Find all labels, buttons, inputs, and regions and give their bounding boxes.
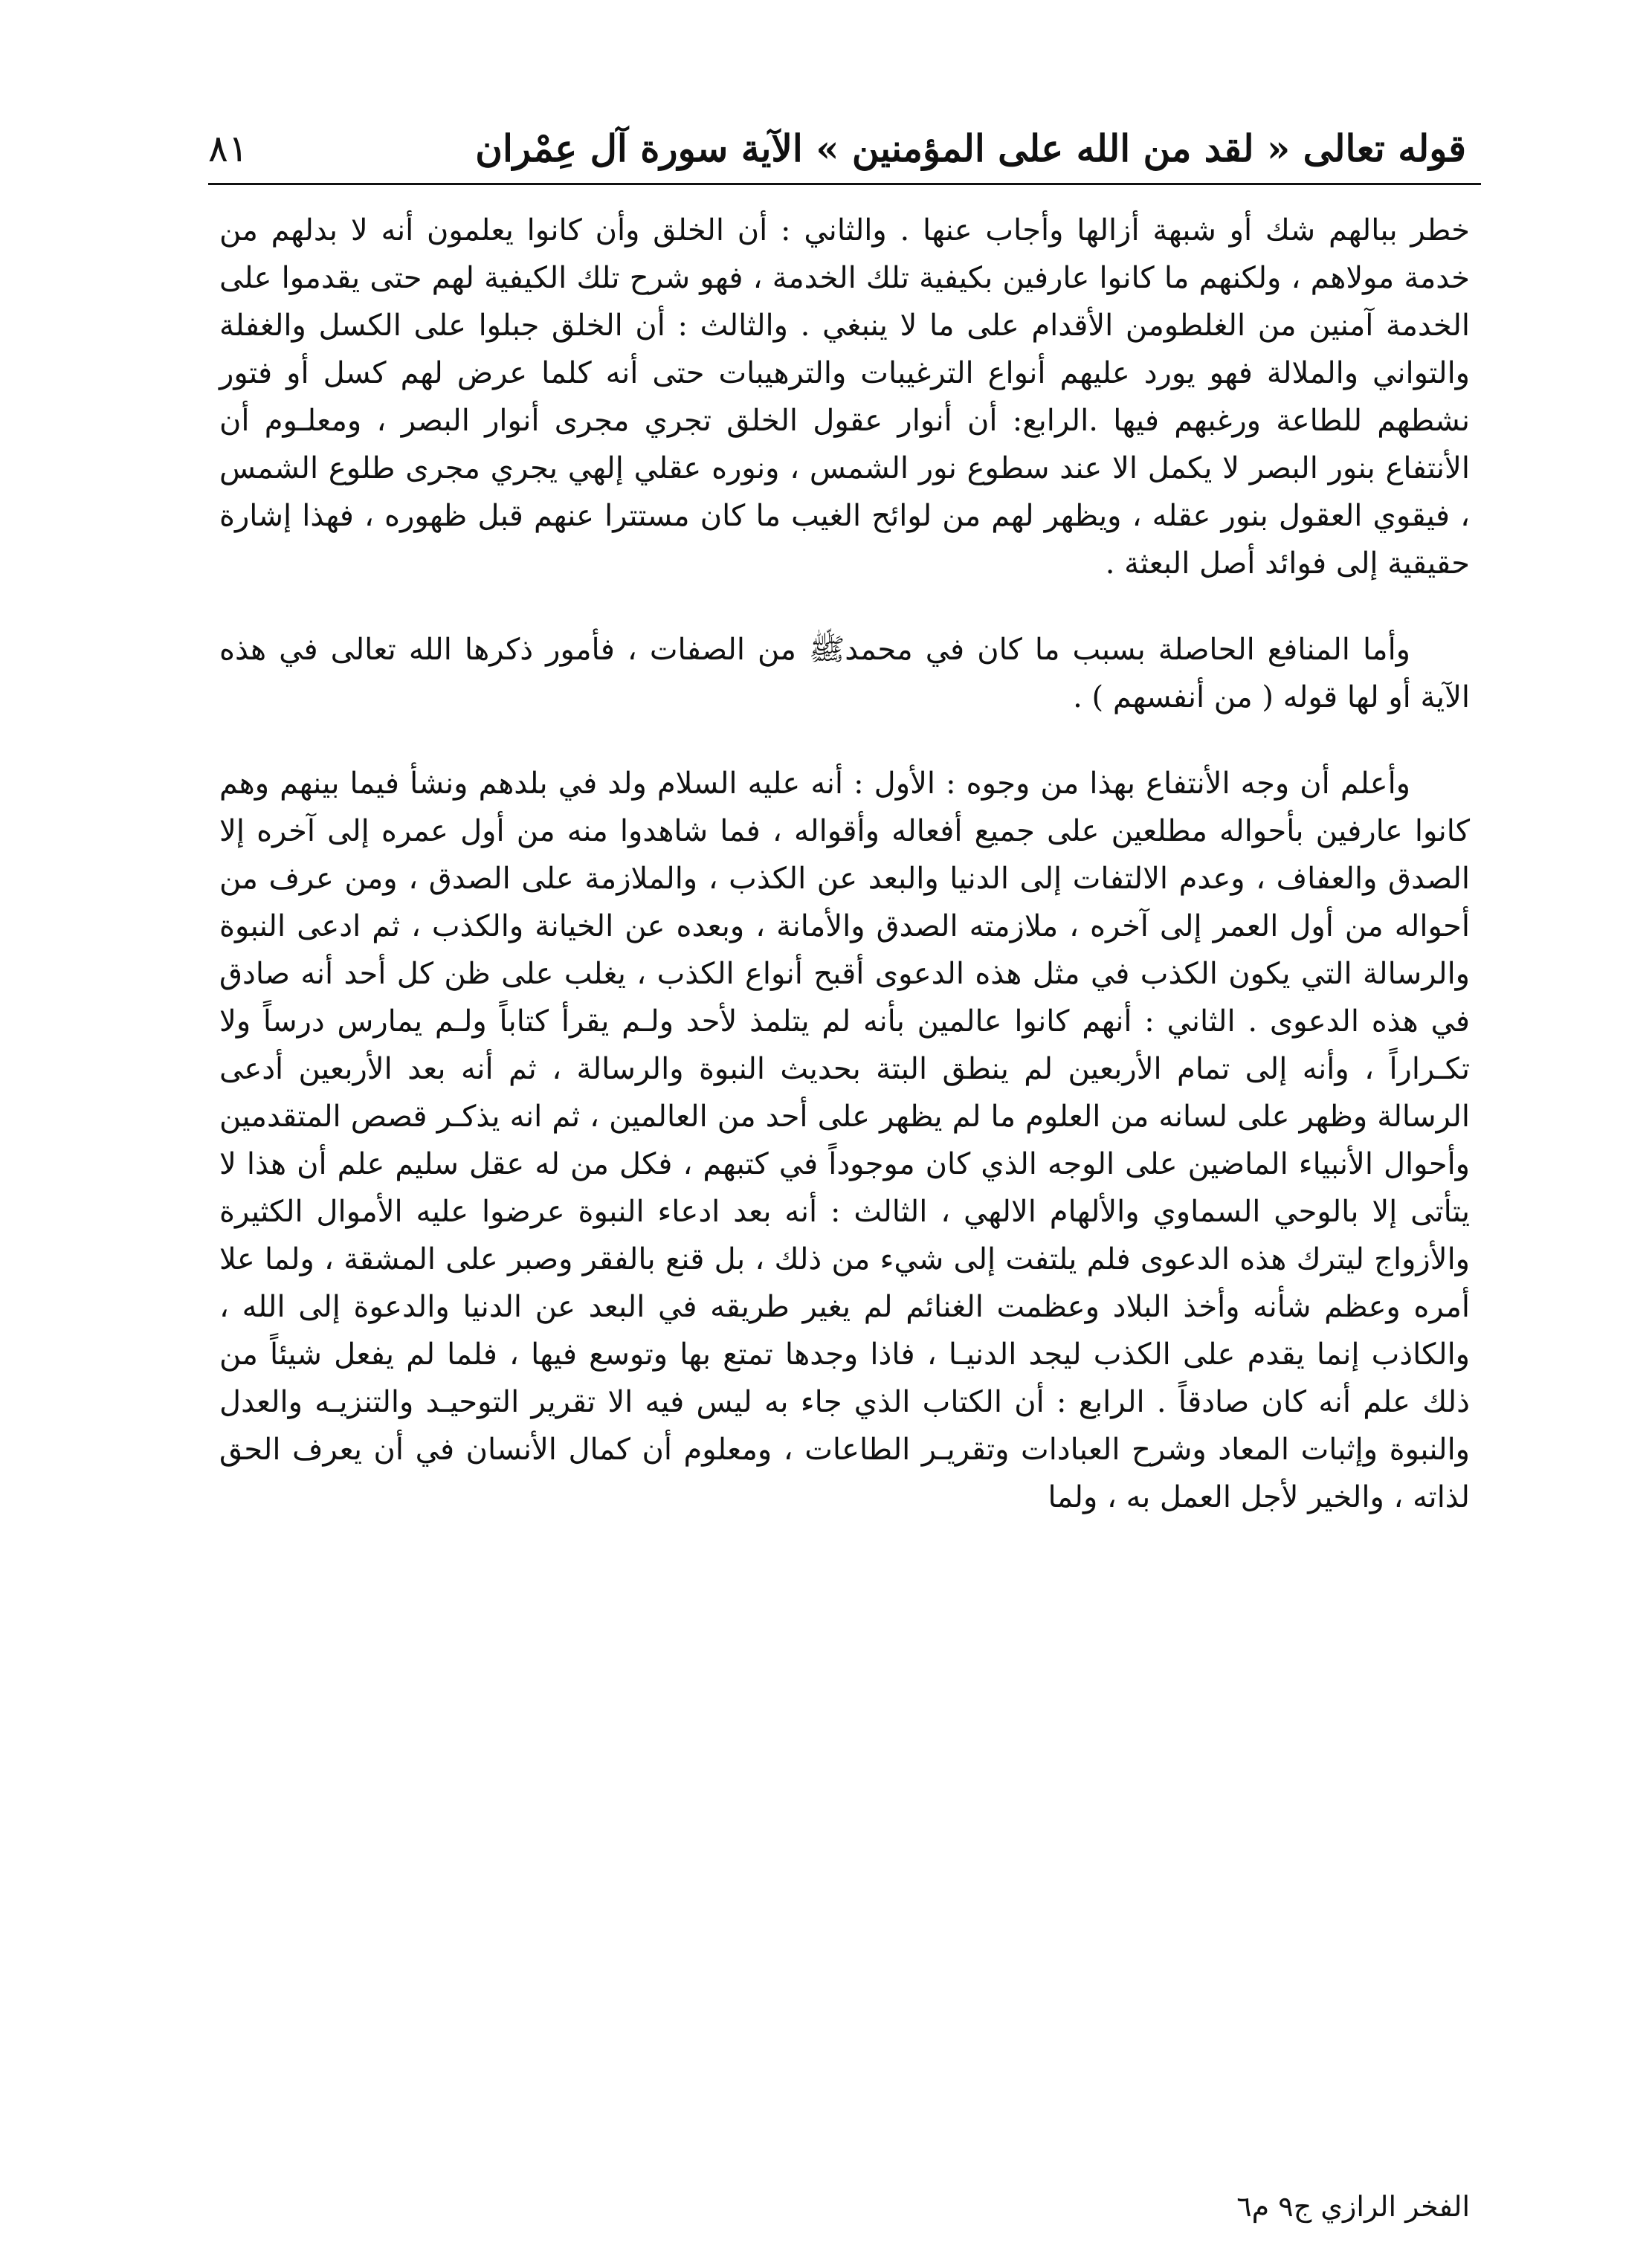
page-number: ٨١ [208,127,248,170]
running-title: قوله تعالى « لقد من الله على المؤمنين » الآية سورة آل عِمْران [475,126,1466,170]
volume-signature: الفخر الرازي ج٩ م٦ [1236,2190,1470,2223]
paragraph-3: وأعلم أن وجه الأنتفاع بهذا من وجوه : الأول : أنه عليه السلام ولد في بلدهم ونشأ فيما بينهم وهم كانوا عارفين بأحواله مطلعين على جميع أفعاله وأقواله ، فما شاهدوا منه من أول عمره إلى آخره إلا الصدق والعفاف ، وعدم الالتفات إلى الدنيا والبعد عن الكذب ، والملازمة على الصدق ، ومن عرف من أحواله من أول العمر إلى آخره ، ملازمته الصدق والأمانة ، وبعده عن الخيانة والكذب ، ثم ادعى النبوة والرسالة التي يكون الكذب في مثل هذه الدعوى أقبح أنواع الكذب ، يغلب على ظن كل أحد أنه صادق في هذه الدعوى . الثاني : أنهم كانوا عالمين بأنه لم يتلمذ لأحد ولـم يقرأ كتاباً ولـم يمارس درساً ولا تكـراراً ، وأنه إلى تمام الأربعين لم ينطق البتة بحديث النبوة والرسالة ، ثم أنه بعد الأربعين أدعى الرسالة وظهر على لسانه من العلوم ما لم يظهر على أحد من العالمين ، ثم انه يذكـر قصص المتقدمين وأحوال الأنبياء الماضين على الوجه الذي كان موجوداً في كتبهم ، فكل من له عقل سليم علم أن هذا لا يتأتى إلا بالوحي السماوي والألهام الالهي ، الثالث : أنه بعد ادعاء النبوة عرضوا عليه الأموال الكثيرة والأزواج ليترك هذه الدعوى فلم يلتفت إلى شيء من ذلك ، بل قنع بالفقر وصبر على المشقة ، ولما علا أمره وعظم شأنه وأخذ البلاد وعظمت الغنائم لم يغير طريقه في البعد عن الدنيا والدعوة إلى الله ، والكاذب إنما يقدم على الكذب ليجد الدنيـا ، فاذا وجدها تمتع بها وتوسع فيها ، فلما لم يفعل شيئاً من ذلك علم أنه كان صادقاً . الرابع : أن الكتاب الذي جاء به ليس فيه الا تقرير التوحيـد والتنزيـه والعدل والنبوة وإثبات المعاد وشرح العبادات وتقريـر الطاعات ، ومعلوم أن كمال الأنسان في أن يعرف الحق لذاته ، والخير لأجل العمل به ، ولما [219,766,1471,1514]
paragraph-2: وأما المنافع الحاصلة بسبب ما كان في محمدﷺ من الصفات ، فأمور ذكرها الله تعالى في هذه الآية أو لها قوله ( من أنفسهم ) . [219,633,1470,714]
header-rule [208,183,1481,185]
page-header [208,112,1481,178]
paragraph-1: خطر ببالهم شك أو شبهة أزالها وأجاب عنها . والثاني : أن الخلق وأن كانوا يعلمون أنه لا بدلهم من خدمة مولاهم ، ولكنهم ما كانوا عارفين بكيفية تلك الخدمة ، فهو شرح تلك الكيفية لهم حتى يقدموا على الخدمة آمنين من الغلطومن الأقدام على ما لا ينبغي . والثالث : أن الخلق جبلوا على الكسل والغفلة والتواني والملالة فهو يورد عليهم أنواع الترغيبات والترهيبات حتى أنه كلما عرض لهم كسل أو فتور نشطهم للطاعة ورغبهم فيها .الرابع: أن أنوار عقول الخلق تجري مجرى أنوار البصر ، ومعلـوم أن الأنتفاع بنور البصر لا يكمل الا عند سطوع نور الشمس ، ونوره عقلي إلهي يجري مجرى طلوع الشمس ، فيقوي العقول بنور عقله ، ويظهر لهم من لوائح الغيب ما كان مستترا عنهم قبل ظهوره ، فهذا إشارة حقيقية إلى فوائد أصل البعثة . [219,213,1471,581]
page-body [219,207,1470,1521]
